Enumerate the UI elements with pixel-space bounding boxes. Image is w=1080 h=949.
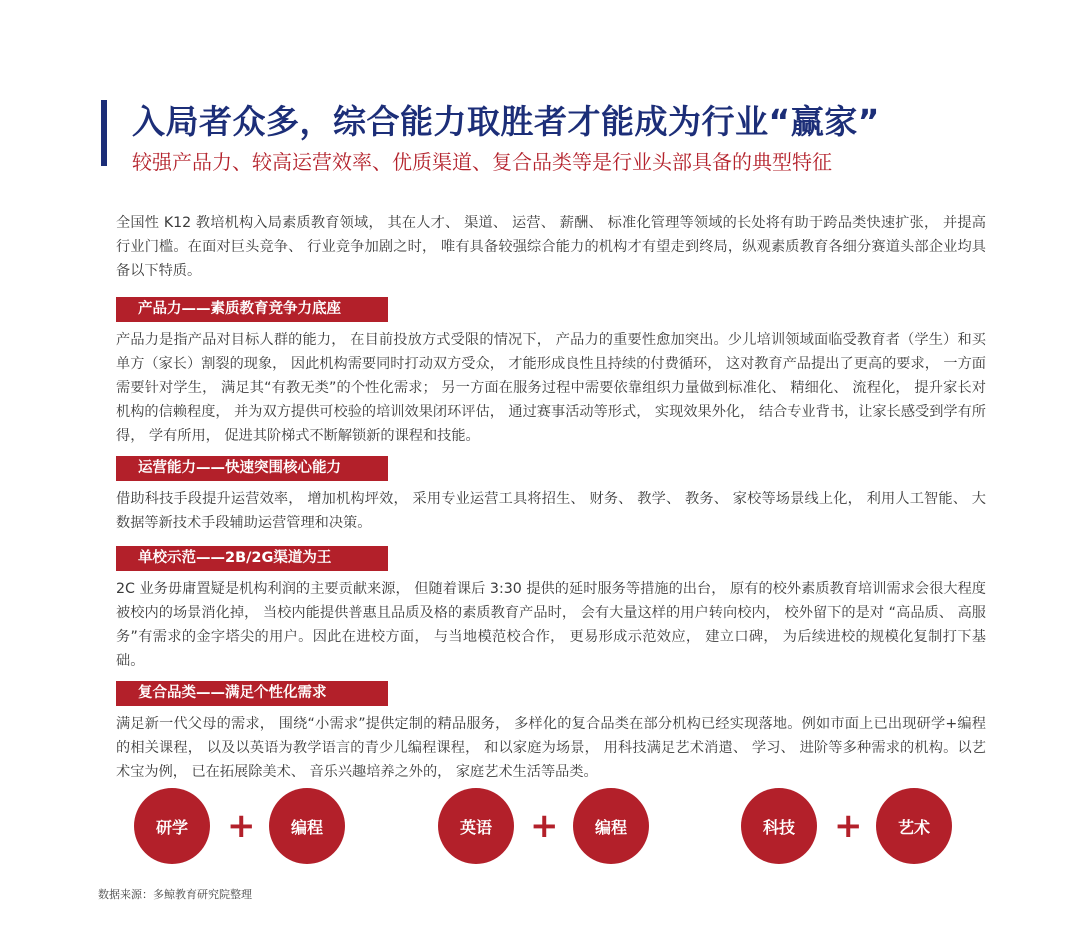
plus-sign: + xyxy=(227,806,256,846)
section-tag-category: 复合品类——满足个性化需求 xyxy=(116,681,388,706)
section-tag-school: 单校示范——2B/2G渠道为王 xyxy=(116,546,388,571)
section-text-school: 2C 业务毋庸置疑是机构利润的主要贡献来源， 但随着课后 3:30 提供的延时服务等措施的出台， 原有的校外素质教育培训需求会很大程度被校内的场景消化掉， 当校内能提供普惠且品质及格的素质教育产品时， 会有大量这样的用户转向校内， 校外留下的是对 “高品质、 高服务”有需求的金字塔尖的用户。因此在进校方面， 与当地模范校合作， 更易形成示范效应， 建立口碑， 为后续进校的规模化复制打下基础。 xyxy=(116,581,986,669)
title-accent-bar xyxy=(101,100,107,166)
combo-circle-research: 研学 xyxy=(134,788,210,864)
page-subtitle: 较强产品力、较高运营效率、优质渠道、复合品类等是行业头部具备的典型特征 xyxy=(132,150,832,174)
data-source-note: 数据来源：多鲸教育研究院整理 xyxy=(98,888,252,901)
plus-sign: + xyxy=(530,806,559,846)
combo-circle-english: 英语 xyxy=(438,788,514,864)
section-text-operation: 借助科技手段提升运营效率， 增加机构坪效， 采用专业运营工具将招生、 财务、 教学、 教务、 家校等场景线上化， 利用人工智能、 大数据等新技术手段辅助运营管理和决策。 xyxy=(116,491,986,531)
plus-sign: + xyxy=(834,806,863,846)
combo-circle-art: 艺术 xyxy=(876,788,952,864)
section-tag-operation: 运营能力——快速突围核心能力 xyxy=(116,456,388,481)
combo-circle-technology: 科技 xyxy=(741,788,817,864)
section-text-category: 满足新一代父母的需求， 围绕“小需求”提供定制的精品服务， 多样化的复合品类在部分机构已经实现落地。例如市面上已出现研学+编程的相关课程， 以及以英语为教学语言的青少儿编程课程， 和以家庭为场景， 用科技满足艺术消遣、 学习、 进阶等多种需求的机构。以艺术宝为例， 已在拓展除美术、 音乐兴趣培养之外的， 家庭艺术生活等品类。 xyxy=(116,716,986,780)
combo-circle-coding: 编程 xyxy=(573,788,649,864)
combo-circle-coding: 编程 xyxy=(269,788,345,864)
section-tag-product: 产品力——素质教育竞争力底座 xyxy=(116,297,388,322)
page-title: 入局者众多，综合能力取胜者才能成为行业“赢家” xyxy=(132,102,880,141)
section-text-product: 产品力是指产品对目标人群的能力， 在目前投放方式受限的情况下， 产品力的重要性愈加突出。少儿培训领域面临受教育者（学生）和买单方（家长）割裂的现象， 因此机构需要同时打动双方受众， 才能形成良性且持续的付费循环， 这对教育产品提出了更高的要求， 一方面需要针对学生， 满足其“有教无类”的个性化需求； 另一方面在服务过程中需要依靠组织力量做到标准化、 精细化、 流程化， 提升家长对机构的信赖程度， 并为双方提供可校验的培训效果闭环评估， 通过赛事活动等形式， 实现效果外化， 结合专业背书，让家长感受到学有所得， 学有所用， 促进其阶梯式不断解锁新的课程和技能。 xyxy=(116,332,986,444)
intro-paragraph: 全国性 K12 教培机构入局素质教育领域， 其在人才、 渠道、 运营、 薪酬、 标准化管理等领域的长处将有助于跨品类快速扩张， 并提高行业门槛。在面对巨头竞争、 行业竞争加剧之时， 唯有具备较强综合能力的机构才有望走到终局，纵观素质教育各细分赛道头部企业均具备以下特质。 xyxy=(116,215,986,279)
